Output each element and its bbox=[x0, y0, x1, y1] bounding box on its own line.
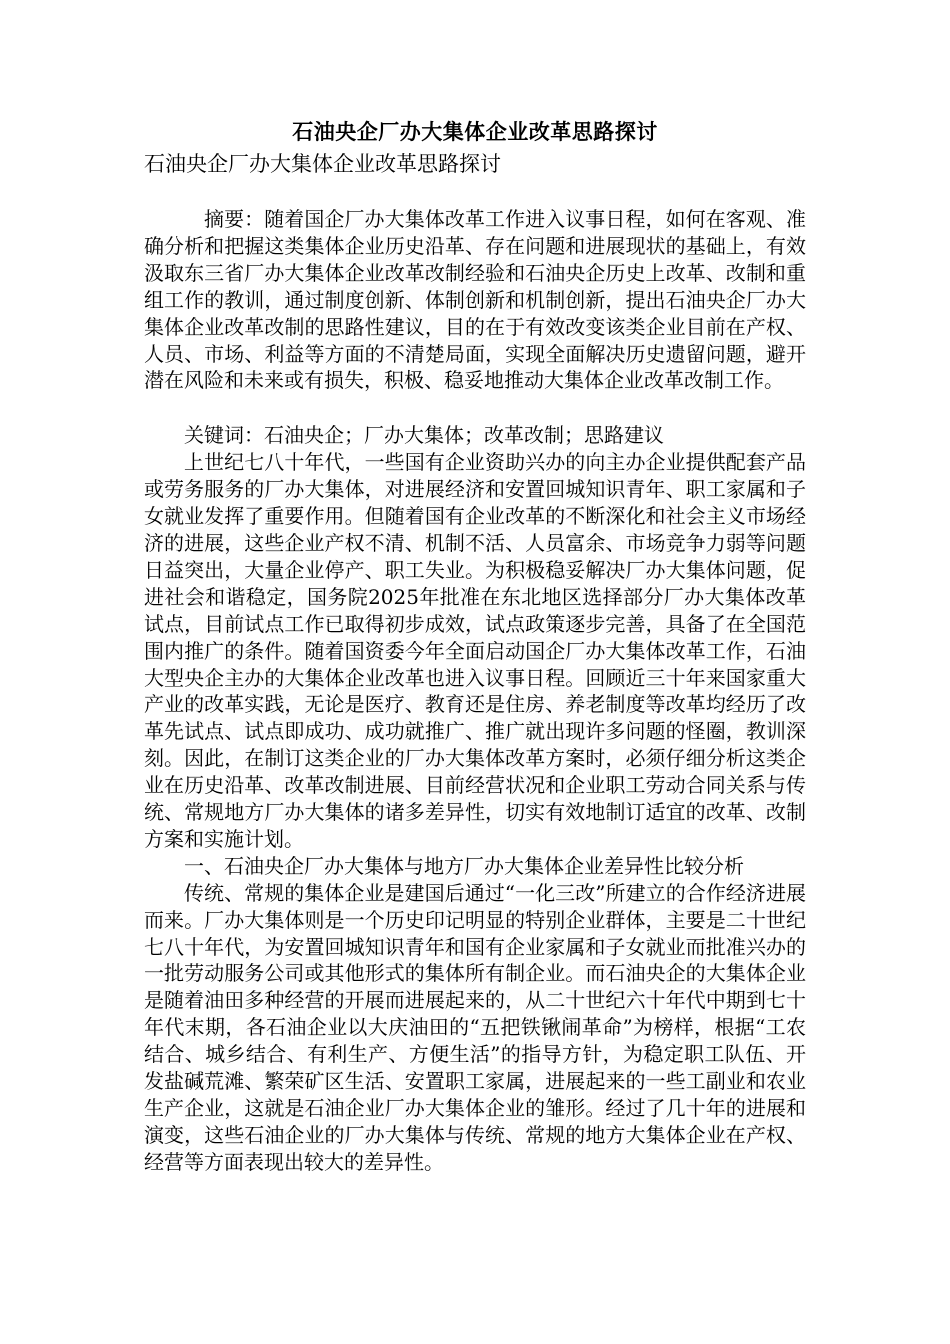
body-paragraph-2: 传统、常规的集体企业是建国后通过“一化三改”所建立的合作经济进展而来。厂办大集体则是一个历史印记明显的特别企业群体，主要是二十世纪七八十年代，为安置回城知识青年和国有企业家属和子女就业而批准兴办的一批劳动服务公司或其他形式的集体所有制企业。而石油央企的大集体企业是随着油田多种经营的开展而进展起来的，从二十世纪六十年代中期到七十年代末期，各石油企业以大庆油田的“五把铁锹闹革命”为榜样，根据“工农结合、城乡结合、有利生产、方便生活”的指导方针，为稳定职工队伍、开发盐碱荒滩、繁荣矿区生活、安置职工家属，进展起来的一些工副业和农业生产企业，这就是石油企业厂办大集体企业的雏形。经过了几十年的进展和演变，这些石油企业的厂办大集体与传统、常规的地方大集体企业在产权、经营等方面表现出较大的差异性。 bbox=[144, 880, 806, 1174]
document-title: 石油央企厂办大集体企业改革思路探讨 bbox=[292, 119, 658, 144]
document-page bbox=[144, 118, 806, 1176]
keywords-line: 关键词：石油央企；厂办大集体；改革改制；思路建议 bbox=[184, 423, 664, 448]
body-paragraph-1: 上世纪七八十年代，一些国有企业资助兴办的向主办企业提供配套产品或劳务服务的厂办大集体，对进展经济和安置回城知识青年、职工家属和子女就业发挥了重要作用。但随着国有企业改革的不断深化和社会主义市场经济的进展，这些企业产权不清、机制不活、人员富余、市场竞争力弱等问题日益突出，大量企业停产、职工失业。为积极稳妥解决厂办大集体问题，促进社会和谐稳定，国务院2025年批准在东北地区选择部分厂办大集体改革试点，目前试点工作已取得初步成效，试点政策逐步完善，具备了在全国范围内推广的条件。随着国资委今年全面启动国企厂办大集体改革工作，石油大型央企主办的大集体企业改革也进入议事日程。回顾近三十年来国家重大产业的改革实践，无论是医疗、教育还是住房、养老制度等改革均经历了改革先试点、试点即成功、成功就推广、推广就出现许多问题的怪圈，教训深刻。因此，在制订这类企业的厂办大集体改革方案时，必须仔细分析这类企业在历史沿革、改革改制进展、目前经营状况和企业职工劳动合同关系与传统、常规地方厂办大集体的诸多差异性，切实有效地制订适宜的改革、改制方案和实施计划。 bbox=[144, 450, 806, 851]
section-heading-1: 一、石油央企厂办大集体与地方厂办大集体企业差异性比较分析 bbox=[184, 853, 744, 878]
document-subtitle: 石油央企厂办大集体企业改革思路探讨 bbox=[144, 152, 501, 176]
spacer bbox=[144, 394, 806, 422]
abstract-paragraph: 摘要：随着国企厂办大集体改革工作进入议事日程，如何在客观、准确分析和把握这类集体企业历史沿革、存在问题和进展现状的基础上，有效汲取东三省厂办大集体企业改革改制经验和石油央企历史上改革、改制和重组工作的教训，通过制度创新、体制创新和机制创新，提出石油央企厂办大集体企业改革改制的思路性建议，目的在于有效改变该类企业目前在产权、人员、市场、利益等方面的不清楚局面，实现全面解决历史遗留问题，避开潜在风险和未来或有损失，积极、稳妥地推动大集体企业改革改制工作。 bbox=[144, 207, 806, 393]
spacer bbox=[144, 178, 806, 206]
